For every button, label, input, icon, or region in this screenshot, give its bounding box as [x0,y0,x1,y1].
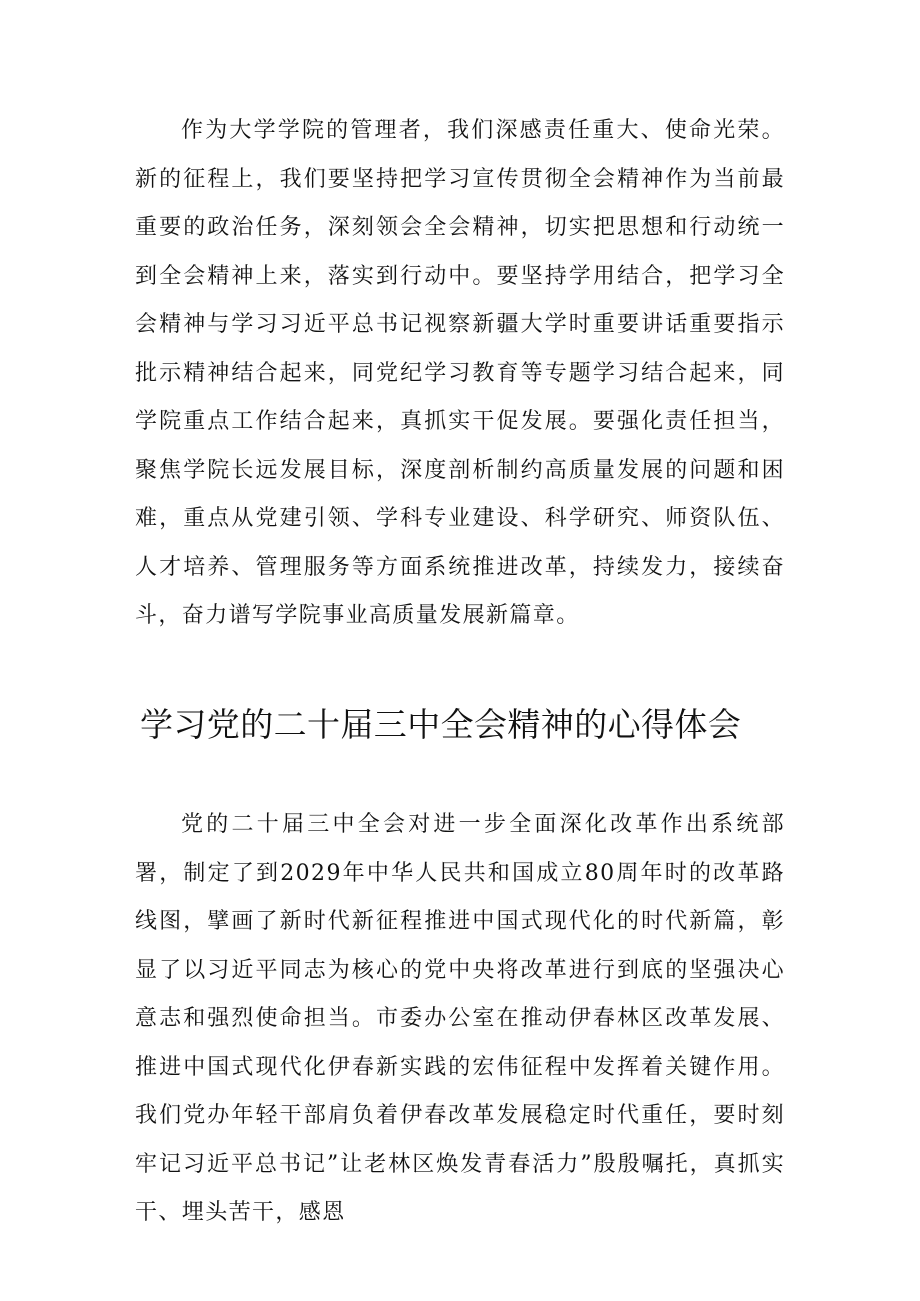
body-paragraph-2: 党的二十届三中全会对进一步全面深化改革作出系统部署，制定了到2029年中华人民共和国成立80周年时的改革路线图，擘画了新时代新征程推进中国式现代化的时代新篇，彰显了以习近平同志为核心的党中央将改革进行到底的坚强决心意志和强烈使命担当。市委办公室在推动伊春林区改革发展、推进中国式现代化伊春新实践的宏伟征程中发挥着关键作用。我们党办年轻干部肩负着伊春改革发展稳定时代重任，要时刻牢记习近平总书记”让老林区焕发青春活力”殷殷嘱托，真抓实干、埋头苦干，感恩 [135,812,785,1225]
section-heading: 学习党的二十届三中全会精神的心得体会 [140,705,742,744]
body-paragraph-1: 作为大学学院的管理者，我们深感责任重大、使命光荣。新的征程上，我们要坚持把学习宣传贯彻全会精神作为当前最重要的政治任务，深刻领会全会精神，切实把思想和行动统一到全会精神上来，落实到行动中。要坚持学用结合，把学习全会精神与学习习近平总书记视察新疆大学时重要讲话重要指示批示精神结合起来，同党纪学习教育等专题学习结合起来，同学院重点工作结合起来，真抓实干促发展。要强化责任担当，聚焦学院长远发展目标，深度剖析制约高质量发展的问题和困难，重点从党建引领、学科专业建设、科学研究、师资队伍、人才培养、管理服务等方面系统推进改革，持续发力，接续奋斗，奋力谱写学院事业高质量发展新篇章。 [135,118,785,628]
